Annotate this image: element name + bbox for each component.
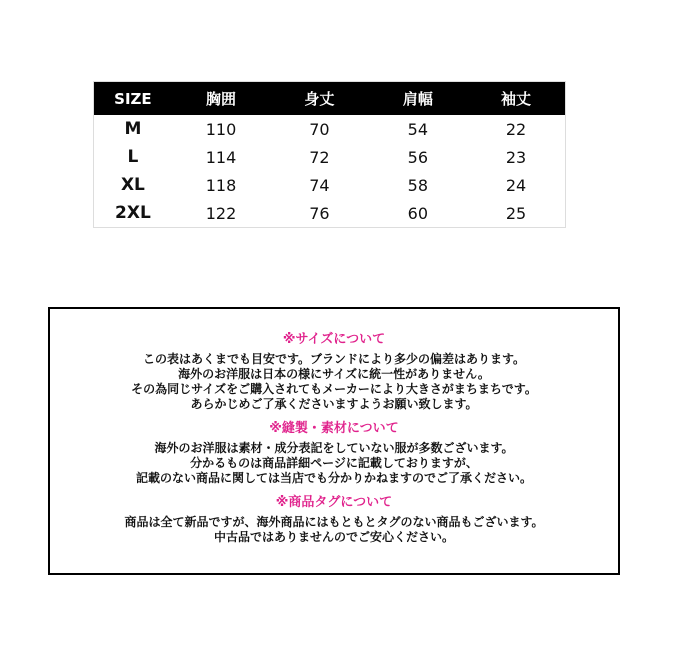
length-value: 70 [309,119,330,139]
table-row [94,115,566,143]
notice-line: その為同じサイズをご購入されてもメーカーにより大きさがまちまちです。 [131,382,537,396]
sleeve-value: 22 [505,119,527,139]
sleeve-value: 24 [505,175,527,195]
notice-section-size [50,332,618,412]
notice-line: この表はあくまでも目安です。ブランドにより多少の偏差はあります。 [142,352,526,366]
notice-section-material [50,421,618,486]
size-label: L [127,147,139,167]
notice-heading: ※サイズについて [282,332,386,347]
table-row [94,143,566,171]
chest-value: 110 [205,119,237,139]
header-chest: 胸囲 [172,82,270,116]
length-value: 76 [309,203,330,223]
header-size: SIZE [94,82,172,116]
chest-value: 122 [205,203,237,223]
table-row [94,171,566,199]
notice-line: 記載のない商品に関しては当店でも分かりかねますのでご了承ください。 [135,471,532,485]
notice-heading: ※商品タグについて [275,495,393,510]
header-sleeve: 袖丈 [467,82,565,116]
notice-line: 海外のお洋服は日本の様にサイズに統一性がありません。 [178,367,490,381]
length-value: 72 [309,147,330,167]
shoulder-value: 56 [407,147,429,167]
notice-line: 中古品ではありませんのでご安心ください。 [213,530,454,544]
header-shoulder: 肩幅 [369,82,467,116]
shoulder-value: 54 [407,119,429,139]
notice-line: 分かるものは商品詳細ページに記載しておりますが、 [190,456,478,470]
size-label: 2XL [115,203,151,223]
shoulder-value: 58 [407,175,429,195]
size-chart-table [93,81,566,228]
length-value: 74 [309,175,330,195]
size-chart-header-row [94,82,566,116]
notice-section-tag [50,495,618,545]
size-label: M [124,119,142,139]
notice-line: 海外のお洋服は素材・成分表記をしていない服が多数ございます。 [154,441,514,455]
header-length: 身丈 [270,82,368,116]
notice-box [48,307,620,575]
table-row [94,199,566,228]
notice-heading: ※縫製・素材について [269,421,399,436]
sleeve-value: 23 [505,147,527,167]
chest-value: 118 [205,175,237,195]
chest-value: 114 [205,147,237,167]
size-label: XL [120,175,145,195]
notice-line: あらかじめご了承くださいますようお願い致します。 [190,397,478,411]
notice-line: 商品は全て新品ですが、海外商品にはもともとタグのない商品もございます。 [124,515,544,529]
shoulder-value: 60 [407,203,429,223]
sleeve-value: 25 [505,203,527,223]
